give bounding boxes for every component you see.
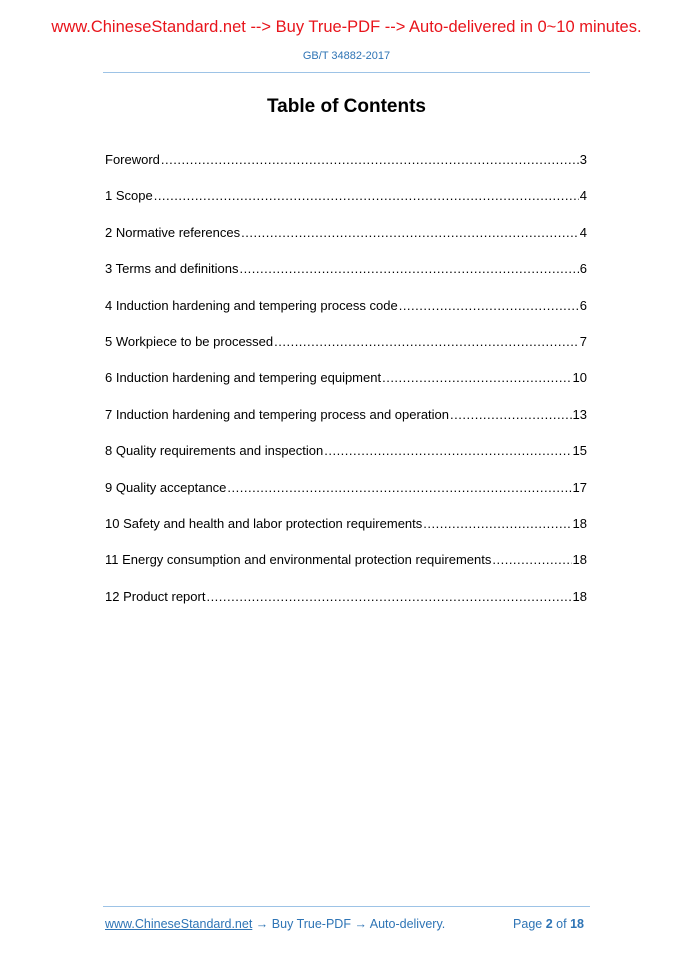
standard-code-header: GB/T 34882-2017: [302, 50, 391, 62]
toc-entry-terms-definitions[interactable]: [105, 261, 587, 297]
toc-entry-label: 9 Quality acceptance: [105, 479, 227, 495]
toc-entry-workpiece[interactable]: [105, 334, 587, 370]
toc-entry-page: 4: [579, 188, 587, 204]
toc-title: Table of Contents: [266, 96, 427, 117]
page-indicator: [513, 917, 584, 931]
toc-dot-leader: [382, 370, 571, 385]
footer-divider: [103, 906, 590, 907]
current-page-number: 2: [545, 917, 553, 931]
toc-entry-page: 18: [572, 552, 587, 568]
toc-entry-scope[interactable]: [105, 188, 587, 224]
toc-entry-label: 11 Energy consumption and environmental protection requirements: [105, 552, 492, 568]
toc-entry-quality-acceptance[interactable]: [105, 480, 587, 516]
toc-entry-safety-health[interactable]: [105, 516, 587, 552]
footer-site-link[interactable]: www.ChineseStandard.net: [105, 917, 253, 931]
toc-dot-leader: [492, 552, 571, 567]
toc-entry-label: 7 Induction hardening and tempering process and operation: [105, 406, 450, 422]
arrow-right-icon: →: [354, 917, 367, 931]
toc-entry-quality-requirements[interactable]: [105, 443, 587, 479]
toc-entry-label: 10 Safety and health and labor protection requirements: [105, 515, 423, 531]
footer-delivery-text: Auto-delivery.: [369, 917, 446, 931]
toc-entry-page: 15: [572, 443, 587, 459]
toc-entry-label: 8 Quality requirements and inspection: [105, 443, 324, 459]
toc-entry-label: 5 Workpiece to be processed: [105, 333, 274, 349]
toc-entry-page: 7: [579, 333, 587, 349]
footer-promo: [105, 917, 445, 931]
toc-dot-leader: [206, 589, 571, 604]
toc-entry-page: 18: [572, 515, 587, 531]
toc-entry-page: 18: [572, 588, 587, 604]
header-divider: [103, 72, 590, 73]
toc-entry-page: 4: [579, 224, 587, 240]
toc-entry-page: 17: [572, 479, 587, 495]
toc-entry-process-operation[interactable]: [105, 407, 587, 443]
toc-entry-label: 2 Normative references: [105, 224, 241, 240]
toc-dot-leader: [239, 261, 578, 276]
toc-dot-leader: [241, 225, 579, 240]
toc-dot-leader: [227, 480, 571, 495]
toc-entry-product-report[interactable]: [105, 589, 587, 625]
toc-dot-leader: [450, 407, 572, 422]
toc-dot-leader: [399, 298, 579, 313]
toc-dot-leader: [161, 152, 579, 167]
toc-entry-page: 10: [572, 370, 587, 386]
toc-entry-page: 6: [579, 297, 587, 313]
toc-dot-leader: [324, 443, 571, 458]
footer-buy-text: Buy True-PDF: [271, 917, 351, 931]
toc-entry-label: 3 Terms and definitions: [105, 261, 239, 277]
page-word: Page: [513, 917, 543, 931]
toc-entry-page: 6: [579, 261, 587, 277]
toc-entry-energy-environment[interactable]: [105, 552, 587, 588]
toc-list: [105, 152, 587, 625]
arrow-right-icon: →: [255, 917, 269, 931]
toc-entry-page: 13: [572, 406, 587, 422]
toc-entry-label: 1 Scope: [105, 188, 153, 204]
toc-entry-label: 4 Induction hardening and tempering process code: [105, 297, 398, 313]
toc-entry-label: Foreword: [105, 152, 160, 167]
of-word: of: [556, 917, 567, 931]
toc-entry-normative-references[interactable]: [105, 225, 587, 261]
toc-dot-leader: [154, 188, 579, 203]
toc-entry-process-code[interactable]: [105, 298, 587, 334]
toc-entry-foreword[interactable]: [105, 152, 587, 188]
promo-banner-link[interactable]: www.ChineseStandard.net --> Buy True-PDF --> Auto-delivered in 0~10 minutes.: [51, 18, 642, 36]
toc-dot-leader: [274, 334, 579, 349]
toc-entry-label: 12 Product report: [105, 588, 206, 604]
toc-entry-label: 6 Induction hardening and tempering equipment: [105, 370, 382, 386]
toc-entry-equipment[interactable]: [105, 370, 587, 406]
toc-dot-leader: [423, 516, 571, 531]
total-pages-number: 18: [570, 917, 584, 931]
toc-entry-page: 3: [579, 152, 587, 167]
